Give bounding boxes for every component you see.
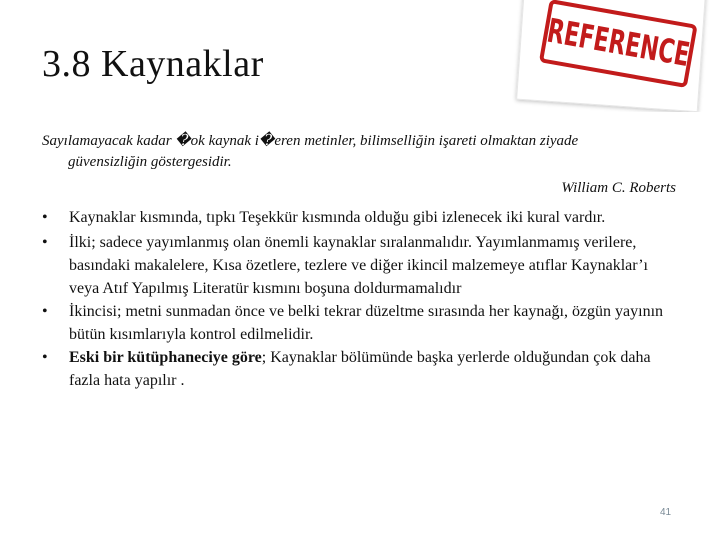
reference-stamp bbox=[539, 0, 698, 88]
bullet-marker: • bbox=[42, 234, 48, 251]
quote-author: William C. Roberts bbox=[561, 180, 676, 196]
reference-stamp-image bbox=[512, 0, 712, 112]
bullet-text: İlki; sadece yayımlanmış olan önemli kaynaklar sıralanmalıdır. Yayımlanmamış verilere, basındaki makalelere, Kısa özetlere, tezlere ve diğer ikincil malzemeye atıflar Kaynaklar’ı veya Atıf Yapılmış Literatür kısmını boşuna doldurmamalıdır bbox=[69, 234, 648, 297]
bullet-text: Kaynaklar kısmında, tıpkı Teşekkür kısmında olduğu gibi izlenecek iki kural vardır. bbox=[69, 209, 606, 226]
stamp-paper bbox=[516, 0, 706, 112]
page-number: 41 bbox=[660, 507, 672, 518]
bullet-marker: • bbox=[42, 209, 48, 226]
bullet-marker: • bbox=[42, 303, 48, 320]
bullet-text: İkincisi; metni sunmadan önce ve belki tekrar düzeltme sırasında her kaynağı, özgün yayının bütün kısımlarıyla kontrol edilmelidir. bbox=[69, 303, 664, 343]
bullet-marker: • bbox=[42, 349, 48, 366]
bullet-bold-text: Eski bir kütüphaneciye göre bbox=[69, 349, 262, 366]
bullet-item-4 bbox=[42, 346, 682, 392]
slide-title: 3.8 Kaynaklar bbox=[42, 43, 264, 85]
quote-line-1: Sayılamayacak kadar �ok kaynak i�eren metinler, bilimselliğin işareti olmaktan ziyade bbox=[42, 133, 579, 149]
bullet-item-1 bbox=[42, 206, 682, 229]
quote-line-2: güvensizliğin göstergesidir. bbox=[68, 154, 232, 170]
stamp-text: REFERENCE bbox=[544, 12, 693, 75]
bullet-list bbox=[42, 206, 682, 392]
quote bbox=[42, 131, 682, 173]
bullet-item-2 bbox=[42, 231, 682, 300]
bullet-item-3 bbox=[42, 300, 682, 346]
bullet-text: ; Kaynaklar bölümünde başka yerlerde olduğundan çok daha fazla hata yapılır . bbox=[69, 349, 651, 389]
